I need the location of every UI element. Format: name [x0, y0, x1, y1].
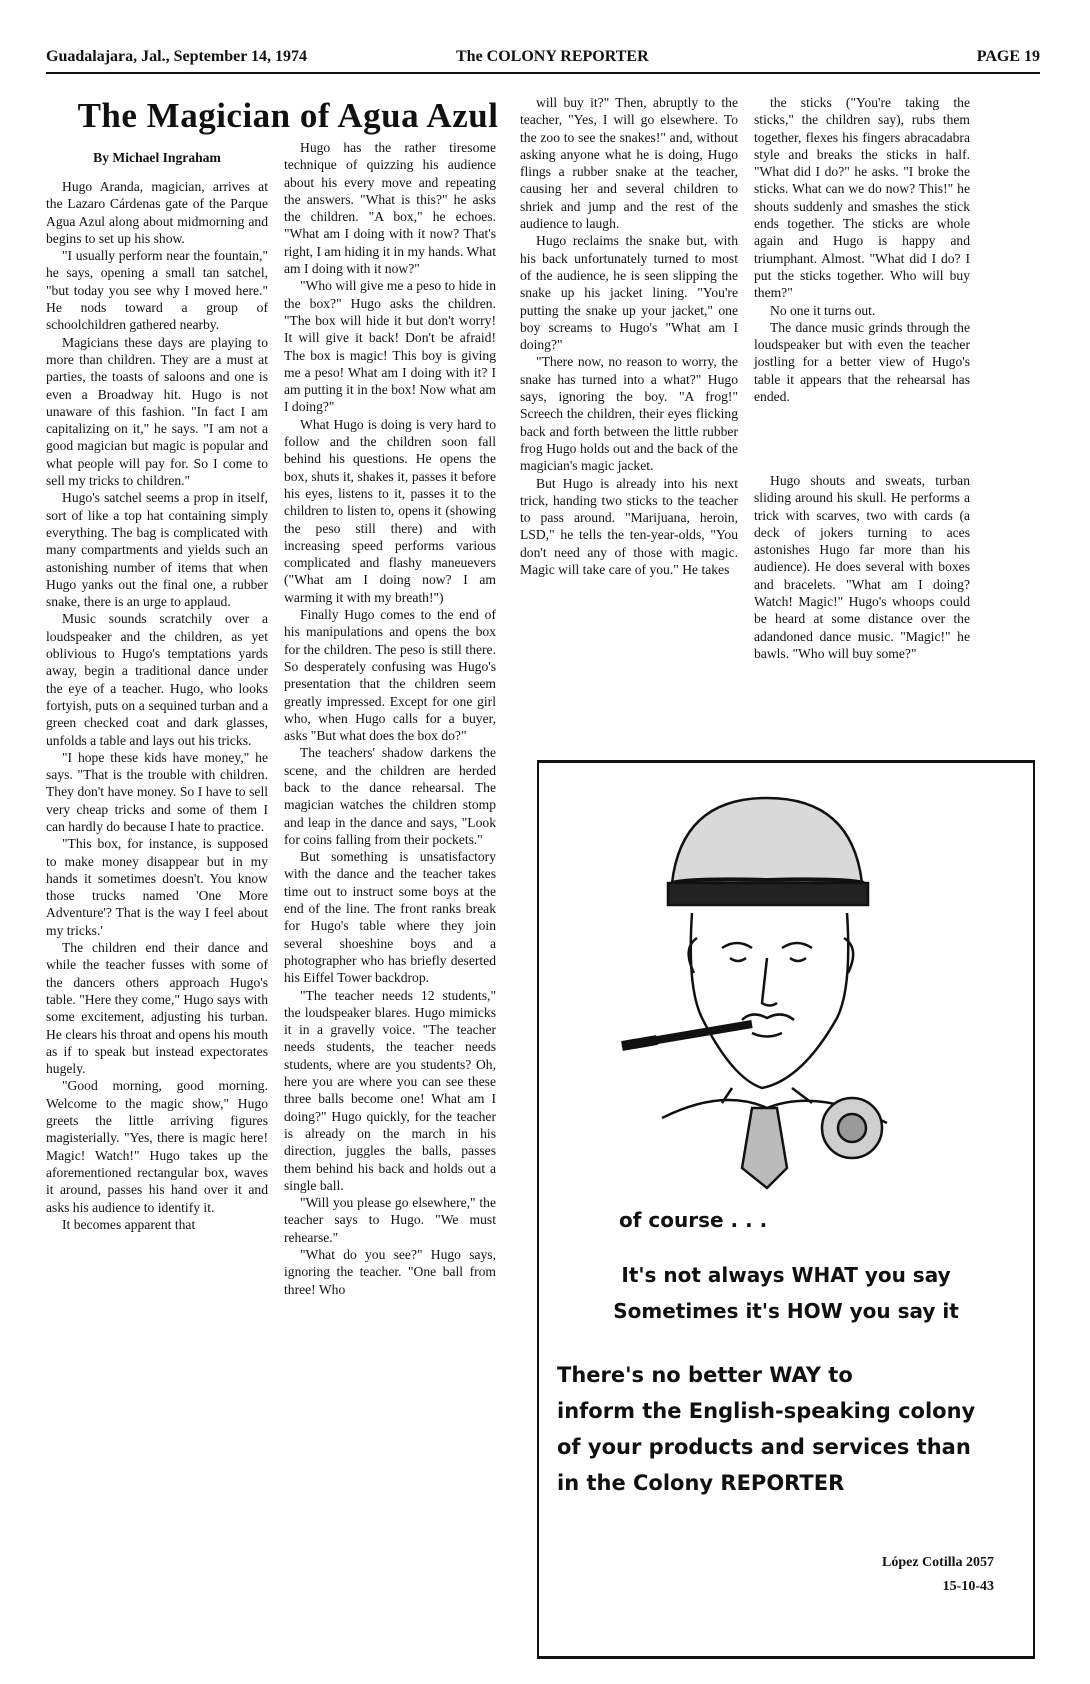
- article-paragraph: Magicians these days are playing to more than children. They are a must at parties, the toasts of saloons and one is even a Broadway hit. Hugo is not unaware of this fashion. "In fact I am capitalizing on it," he says. "I am not a good magician but magic is popular and what people will pay for. So I come to sell my tricks to children.": [46, 334, 268, 489]
- article-column-2: [284, 139, 496, 1298]
- article-paragraph: "I usually perform near the fountain," he says, opening a small tan satchel, "but today you see why I moved here." He nods toward a group of schoolchildren gathered nearby.: [46, 248, 268, 333]
- article-paragraph: Hugo Aranda, magician, arrives at the Lazaro Cárdenas gate of the Parque Agua Azul along about midmorning and begins to set up his show.: [46, 179, 268, 246]
- article-paragraph: It becomes apparent that: [62, 1216, 196, 1232]
- article-paragraph: But Hugo is already into his next trick, handing two sticks to the teacher to pass around. "Marijuana, heroin, LSD," he tells the ten-year-olds, "You don't need any of those with magic. Magic will take care of you." He takes: [520, 475, 738, 578]
- article-paragraph: "This box, for instance, is supposed to make money disappear but in my hands it sometimes doesn't. You know those trucks named 'One More Adventure'? That is the way I feel about my tricks.': [46, 836, 268, 938]
- ad-line-what: It's not always WHAT you say: [621, 1263, 951, 1287]
- article-paragraph: "I hope these kids have money," he says. "That is the trouble with children. They don't have money. So I have to sell very cheap tricks and some of them I can hardly do because I hate to practice.: [46, 749, 268, 834]
- ad-address: [539, 1551, 994, 1599]
- article-column-3: [520, 94, 738, 578]
- byline: By Michael Ingraham: [93, 150, 221, 165]
- dateline: Guadalajara, Jal., September 14, 1974: [46, 48, 308, 65]
- article-paragraph: Hugo has the rather tiresome technique of quizzing his audience about his every move and repeating the answers. "What is this?" he asks the children. "A box," he echoes. "What am I doing with it now? That's right, I am hiding it in my hands. What am I doing with it now?": [284, 140, 496, 277]
- article-paragraph: "What do you see?" Hugo says, ignoring the teacher. "One ball from three! Who: [284, 1247, 496, 1297]
- masthead: [46, 48, 1040, 70]
- article-paragraph: The children end their dance and while the teacher fusses with some of the dancers others approach Hugo's table. "Here they come," Hugo says with some excitement, adjusting his turban. He clears his throat and opens his mouth as if to speak but instead expectorates hugely.: [46, 940, 268, 1077]
- article-paragraph: Finally Hugo comes to the end of his manipulations and opens the box for the children. The peso is still there. So desperately confusing was Hugo's presentation that the children seem greatly impressed. Except for one girl who, when Hugo calls for a buyer, asks "But what does the box do?": [284, 607, 496, 744]
- article-paragraph: But something is unsatisfactory with the dance and the teacher takes time out to instruct some boys at the end of the line. The front ranks break for Hugo's table where they join several shoeshine boys and a photographer who has briefly deserted his Eiffel Tower backdrop.: [284, 849, 496, 986]
- article-paragraph: "Good morning, good morning. Welcome to the magic show," Hugo greets the little arriving figures magisterially. "Yes, there is magic here! Magic! Watch!" Hugo takes up the aforementioned rectangular box, waves it around, passes his hand over it and asks his audience to identify it.: [46, 1078, 268, 1215]
- article-paragraph: No one it turns out.: [770, 302, 876, 318]
- article-title: The Magician of Agua Azul: [77, 96, 499, 135]
- article-paragraph: What Hugo is doing is very hard to follow and the children soon fall behind his questions. He opens the box, shuts it, shakes it, passes it before his eyes, listens to it, passes it to the children to listen to, opens it (showing the peso still there) and with increasing speed performs various complicated and flashy maneuevers ("What am I doing now? I am warming it with my breath!"): [284, 416, 496, 605]
- ad-better-line: in the Colony REPORTER: [557, 1471, 845, 1495]
- article-column-4-bottom: [754, 472, 970, 662]
- article-paragraph: "Will you please go elsewhere," the teacher says to Hugo. "We must rehearse.": [284, 1195, 496, 1245]
- article-paragraph: the sticks ("You're taking the sticks," the children say), rubs them together, flexes his fingers abracadabra style and breaks the sticks in half. "What did I do?" he asks. "I broke the sticks. What can we do now? This!" he shouts suddenly and smashes the stick ends together. The sticks are whole again and Hugo is happy and triumphant. Almost. "What did I do? I put the sticks together. Who will buy them?": [754, 95, 970, 301]
- article-paragraph: Hugo's satchel seems a prop in itself, sort of like a top hat containing simply everything. The bag is complicated with many compartments and yields such an astonishing number of items that when Hugo yanks out the final one, a rubber snake, there is an urge to applaud.: [46, 490, 268, 610]
- ad-better-line: of your products and services than: [557, 1435, 971, 1459]
- article-paragraph: "The teacher needs 12 students," the loudspeaker blares. Hugo mimicks it in a gravelly voice. "The teacher needs students, the teacher needs students, where are you students? Oh, here you are where you can see these three balls become one! What am I doing?" Hugo quickly, for the teacher is already on the march in his direction, juggles the balls, passes them behind his back and holds out a single ball.: [284, 987, 496, 1193]
- ad-phone: 15-10-43: [942, 1579, 994, 1594]
- ad-better-way: [557, 1357, 1027, 1501]
- article-paragraph: The teachers' shadow darkens the scene, and the children are herded back to the dance rehearsal. The magician watches the children stomp and leap in the dance and says, "Look for coins falling from their pockets.": [284, 745, 496, 847]
- ad-line-how: Sometimes it's HOW you say it: [613, 1299, 959, 1323]
- article-paragraph: Hugo shouts and sweats, turban sliding around his skull. He performs a trick with scarves, two with cards (a deck of jokers turning to aces astonishes Hugo far more than his audience). He does several with boxes and bracelets. "What am I doing? Watch! Magic!" Hugo's whoops could be heard at some distance over the adandoned dance music. "Magic!" he bawls. "Who will buy some?": [754, 473, 970, 661]
- article-paragraph: will buy it?" Then, abruptly to the teacher, "Yes, I will go elsewhere. To the zoo to see the snakes!" and, without asking anyone what he is doing, Hugo flings a rubber snake at the teacher, causing her and several children to shriek and jump and the rest of the audience to laugh.: [520, 95, 738, 232]
- paper-name: The COLONY REPORTER: [456, 48, 649, 65]
- article-paragraph: "There now, no reason to worry, the snake has turned into a what?" Hugo says, ignoring the boy. "A frog!" Screech the children, their eyes flicking back and forth between the little rubber frog Hugo holds out and the back of the magician's magic jacket.: [520, 354, 738, 474]
- article-paragraph: Music sounds scratchily over a loudspeaker and the children, as yet oblivious to Hugo's temptations yards away, begin a traditional dance under the eye of a teacher. Hugo, who looks fortyish, puts on a sequined turban and a green checked coat and dark glasses, unfolds a table and lays out his tricks.: [46, 611, 268, 748]
- ad-better-line: inform the English-speaking colony: [557, 1399, 976, 1423]
- article-column-4-top: [754, 94, 970, 405]
- ad-of-course: of course . . .: [619, 1208, 768, 1232]
- page-number: PAGE 19: [976, 48, 1040, 65]
- ad-better-line: There's no better WAY to: [557, 1363, 853, 1387]
- ad-street: López Cotilla 2057: [882, 1555, 994, 1570]
- article-paragraph: "Who will give me a peso to hide in the box?" Hugo asks the children. "The box will hide it but don't worry! It will give it back! Don't be afraid! The box is magic! This boy is giving me a peso! What am I doing with it? I am putting it in the box! Now what am I doing?": [284, 278, 496, 415]
- article-column-1: [46, 178, 268, 1233]
- advertisement: [537, 760, 1035, 1659]
- caricature-illustration: [602, 788, 952, 1198]
- article-paragraph: The dance music grinds through the loudspeaker but with even the teacher jostling for a better view of Hugo's table it appears that the rehearsal has ended.: [754, 319, 970, 405]
- article-paragraph: Hugo reclaims the snake but, with his back unfortunately turned to most of the audience, he is seen slipping the snake up his jacket lining. "You're putting the snake up your jacket," one boy screams to Hugo's "What am I doing?": [520, 233, 738, 353]
- masthead-rule: [46, 72, 1040, 74]
